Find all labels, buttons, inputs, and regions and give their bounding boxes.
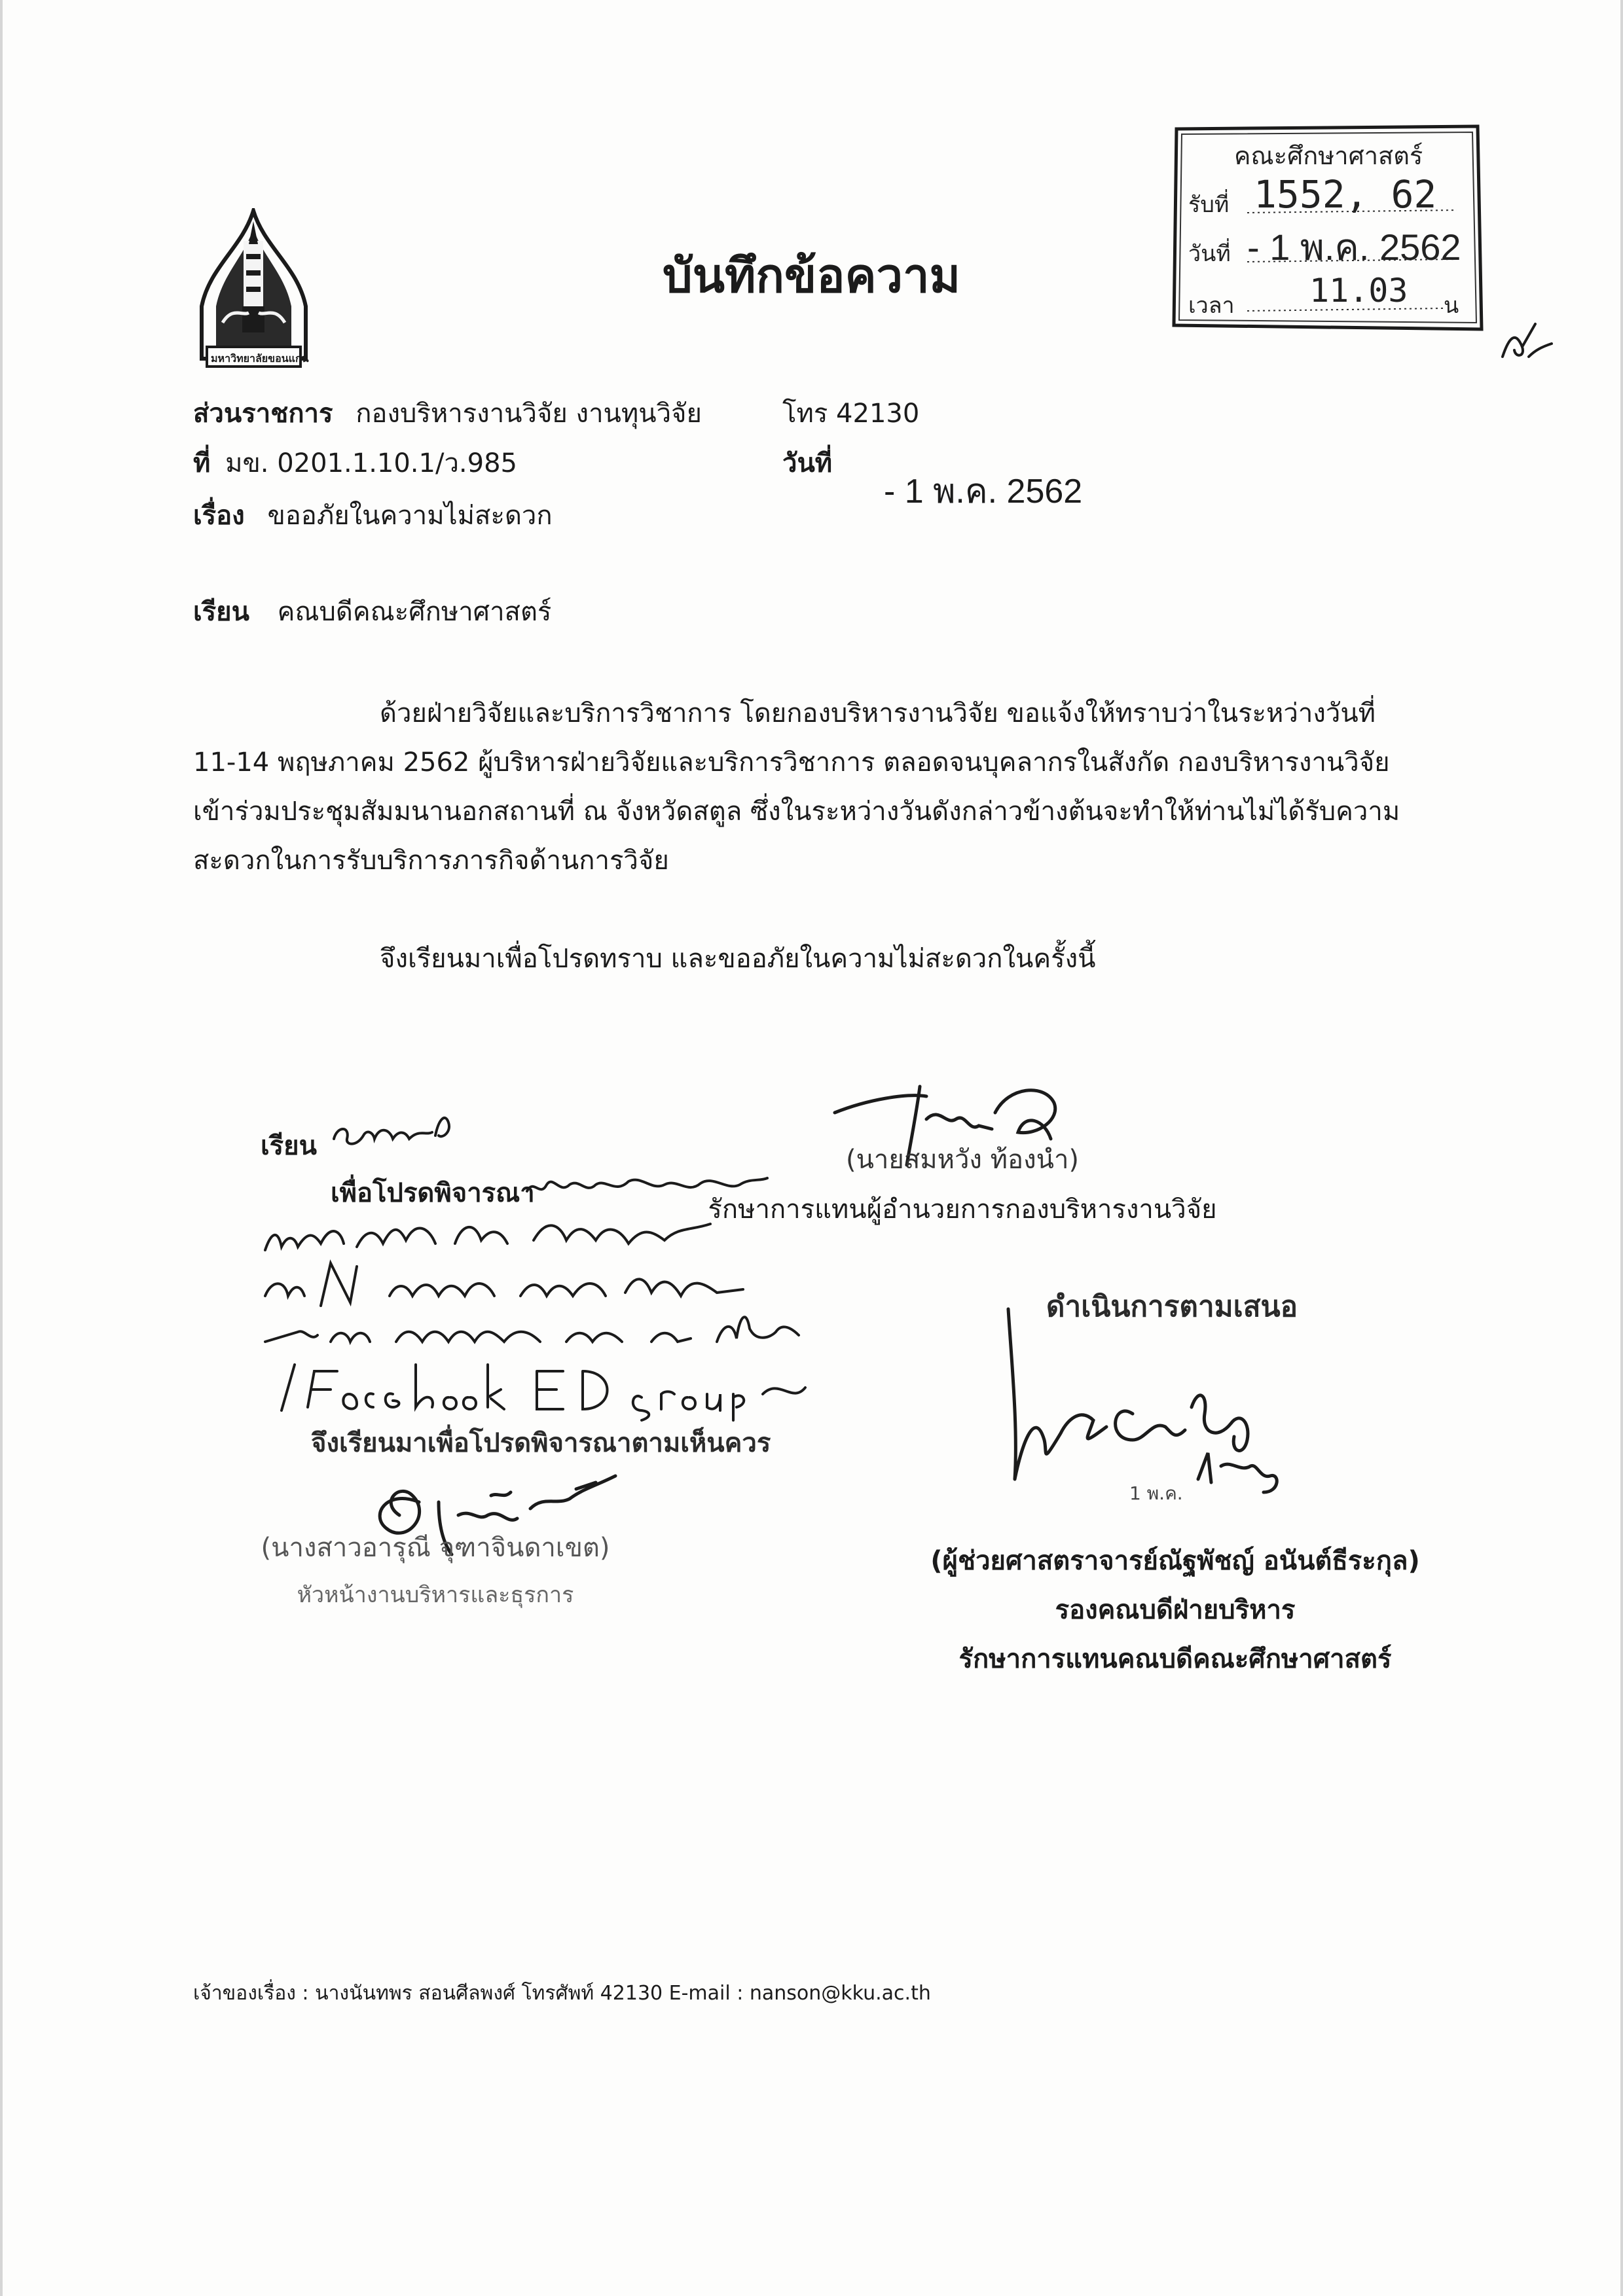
agency-label: ส่วนราชการ [193, 399, 333, 429]
stamp-initial [1496, 311, 1555, 372]
annotation-to-label: เรียน [261, 1131, 317, 1161]
subject-value: ขออภัยในความไม่สะดวก [267, 501, 553, 531]
body-line-2: 11-14 พฤษภาคม 2562 ผู้บริหารฝ่ายวิจัยและบริการวิชาการ ตลอดจนบุคลากรในสังกัด กองบริหารงานวิจัย [193, 747, 1390, 778]
emblem-banner-text: มหาวิทยาลัยขอนแก่น [211, 352, 309, 365]
stamp-time-suffix: น [1444, 293, 1459, 319]
stamp-time-value: 11.03 [1309, 272, 1408, 310]
subject-label: เรื่อง [193, 501, 245, 531]
body-line-1: ด้วยฝ่ายวิจัยและบริการวิชาการ โดยกองบริหารงานวิจัย ขอแจ้งให้ทราบว่าในระหว่างวันที่ [380, 698, 1376, 728]
handwriting-line-icon [275, 1352, 818, 1424]
phone: โทร 42130 [782, 399, 920, 429]
ref-row [193, 450, 517, 476]
annotation-to-hand [327, 1100, 458, 1161]
stamp-date-value: - 1 พ.ค. 2562 [1247, 226, 1461, 268]
salutation [193, 599, 551, 625]
signature-icon [982, 1283, 1349, 1512]
date-value-stamped: - 1 พ.ค. 2562 [884, 473, 1083, 511]
agency-value: กองบริหารงานวิจัย งานทุนวิจัย [356, 399, 702, 429]
stamp-received-no: 1552, 62 [1254, 172, 1437, 217]
scan-edge-left [0, 0, 3, 2296]
initial-signature-icon [1496, 311, 1555, 370]
sender-name: (นายสมหวัง ท้องนำ) [845, 1145, 1080, 1175]
scan-edge-right [1620, 0, 1623, 2296]
stamp-date-label: วันที่ [1188, 241, 1231, 267]
approval-sign-date: 1 พ.ค. [1129, 1482, 1183, 1504]
subject-row [193, 503, 553, 529]
handwriting-allow-icon [524, 1158, 773, 1211]
annotation-position: หัวหน้างานบริหารและธุรการ [297, 1582, 574, 1608]
annotation-closing: จึงเรียนมาเพื่อโปรดพิจารณาตามเห็นควร [311, 1428, 771, 1458]
body-line-3: เข้าร่วมประชุมสัมมนานอกสถานที่ ณ จังหวัดสตูล ซึ่งในระหว่างวันดังกล่าวข้างต้นจะทำให้ท่านไม่ได้รับความ [193, 797, 1400, 827]
approval-name: (ผู้ช่วยศาสตราจารย์ณัฐพัชญ์ อนันต์ธีระกุล) [930, 1546, 1420, 1576]
closing-line: จึงเรียนมาเพื่อโปรดทราบ และขออภัยในความไม่สะดวกในครั้งนี้ [380, 944, 1096, 974]
received-stamp [1169, 121, 1486, 334]
date-label: วันที่ [782, 448, 833, 478]
agency-row [193, 401, 702, 427]
stamp-time-label: เวลา [1188, 293, 1235, 319]
stamp-received-label: รับที่ [1188, 192, 1230, 218]
annotation-hand-line-4 [275, 1352, 818, 1426]
body-line-4: สะดวกในการรับบริการภารกิจด้านการวิจัย [193, 846, 669, 876]
approval-position: รองคณบดีฝ่ายบริหาร [1055, 1595, 1296, 1625]
memo-title: บันทึกข้อความ [663, 248, 960, 303]
salutation-label: เรียน [193, 597, 249, 627]
approval-acting: รักษาการแทนคณบดีคณะศึกษาศาสตร์ [958, 1644, 1392, 1674]
handwriting-dean-icon [327, 1100, 458, 1158]
ref-value: มข. 0201.1.10.1/ว.985 [225, 448, 517, 478]
annotation-purpose-printed: เพื่อโปรดพิจารณา [331, 1178, 535, 1208]
salutation-value: คณบดีคณะศึกษาศาสตร์ [277, 597, 552, 627]
sender-position: รักษาการแทนผู้อำนวยการกองบริหารงานวิจัย [708, 1194, 1217, 1225]
ref-label: ที่ [193, 448, 211, 478]
stamp-org: คณะศึกษาศาสตร์ [1234, 141, 1423, 170]
annotation-name: (นางสาวอารุณี จุฑาจินดาเขต) [261, 1533, 610, 1563]
approval-decision: ดำเนินการตามเสนอ [1046, 1290, 1298, 1323]
footer-owner: เจ้าของเรื่อง : นางนันทพร สอนศีลพงศ์ โทรศัพท์ 42130 E-mail : nanson@kku.ac.th [193, 1982, 931, 2005]
handwriting-line-icon [259, 1204, 730, 1263]
